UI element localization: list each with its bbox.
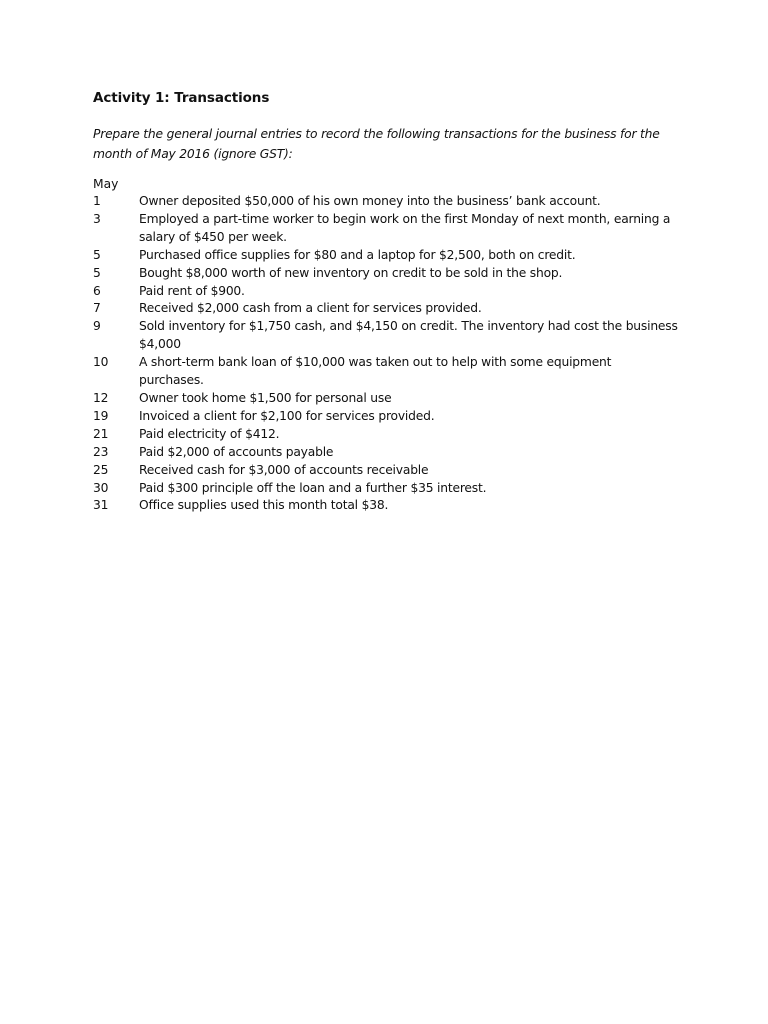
transaction-row: [93, 354, 678, 390]
transaction-description: Owner deposited $50,000 of his own money into the business’ bank account.: [139, 194, 601, 208]
transaction-description: Received cash for $3,000 of accounts receivable: [139, 462, 429, 477]
transaction-description: Owner took home $1,500 for personal use: [139, 390, 392, 405]
transaction-day: 3: [93, 211, 101, 226]
transaction-day: 10: [93, 355, 109, 370]
activity-heading: Activity 1: Transactions: [93, 90, 270, 106]
transaction-day: 9: [93, 319, 101, 334]
transaction-description: A short-term bank loan of $10,000 was taken out to help with some equipment purchases.: [139, 355, 612, 388]
month-label: May: [93, 177, 119, 191]
transaction-description: Bought $8,000 worth of new inventory on credit to be sold in the shop.: [139, 265, 563, 280]
transaction-description: Sold inventory for $1,750 cash, and $4,150 on credit. The inventory had cost the business $4,000: [139, 319, 678, 352]
document-page: [93, 88, 678, 515]
transaction-row: [93, 247, 678, 265]
transaction-day: 5: [93, 247, 101, 262]
transaction-day: 12: [93, 390, 109, 405]
transaction-row: [93, 283, 678, 301]
transaction-description: Purchased office supplies for $80 and a laptop for $2,500, both on credit.: [139, 247, 576, 262]
transaction-description: Paid $2,000 of accounts payable: [139, 444, 334, 459]
transaction-day: 31: [93, 498, 109, 513]
transaction-row: [93, 300, 678, 318]
transaction-day: 23: [93, 444, 109, 459]
transaction-row: [93, 390, 678, 408]
transaction-description: Paid electricity of $412.: [139, 426, 280, 441]
transaction-day: 6: [93, 283, 101, 298]
transaction-description: Paid rent of $900.: [139, 283, 245, 298]
transaction-day: 19: [93, 408, 109, 423]
transaction-description: Paid $300 principle off the loan and a further $35 interest.: [139, 480, 487, 495]
transaction-description: Employed a part-time worker to begin work on the first Monday of next month, earning a salary of $450 per week.: [139, 211, 671, 244]
transaction-row: [93, 193, 678, 211]
transaction-day: 1: [93, 194, 101, 208]
transaction-row: [93, 318, 678, 354]
transaction-row: [93, 211, 678, 247]
instructions-text: Prepare the general journal entries to record the following transactions for the business for the month of May 2016 (ignore GST):: [93, 127, 660, 161]
transaction-day: 21: [93, 426, 109, 441]
transaction-day: 25: [93, 462, 109, 477]
transaction-row: [93, 480, 678, 498]
transaction-description: Received $2,000 cash from a client for services provided.: [139, 301, 482, 316]
transaction-description: Office supplies used this month total $38.: [139, 498, 389, 513]
transaction-row: [93, 426, 678, 444]
transaction-list: [93, 193, 678, 515]
transaction-row: [93, 462, 678, 480]
transaction-row: [93, 265, 678, 283]
transaction-day: 5: [93, 265, 101, 280]
transaction-day: 7: [93, 301, 101, 316]
transaction-row: [93, 497, 678, 515]
transaction-row: [93, 444, 678, 462]
transaction-description: Invoiced a client for $2,100 for services provided.: [139, 408, 435, 423]
transaction-day: 30: [93, 480, 109, 495]
transaction-row: [93, 408, 678, 426]
